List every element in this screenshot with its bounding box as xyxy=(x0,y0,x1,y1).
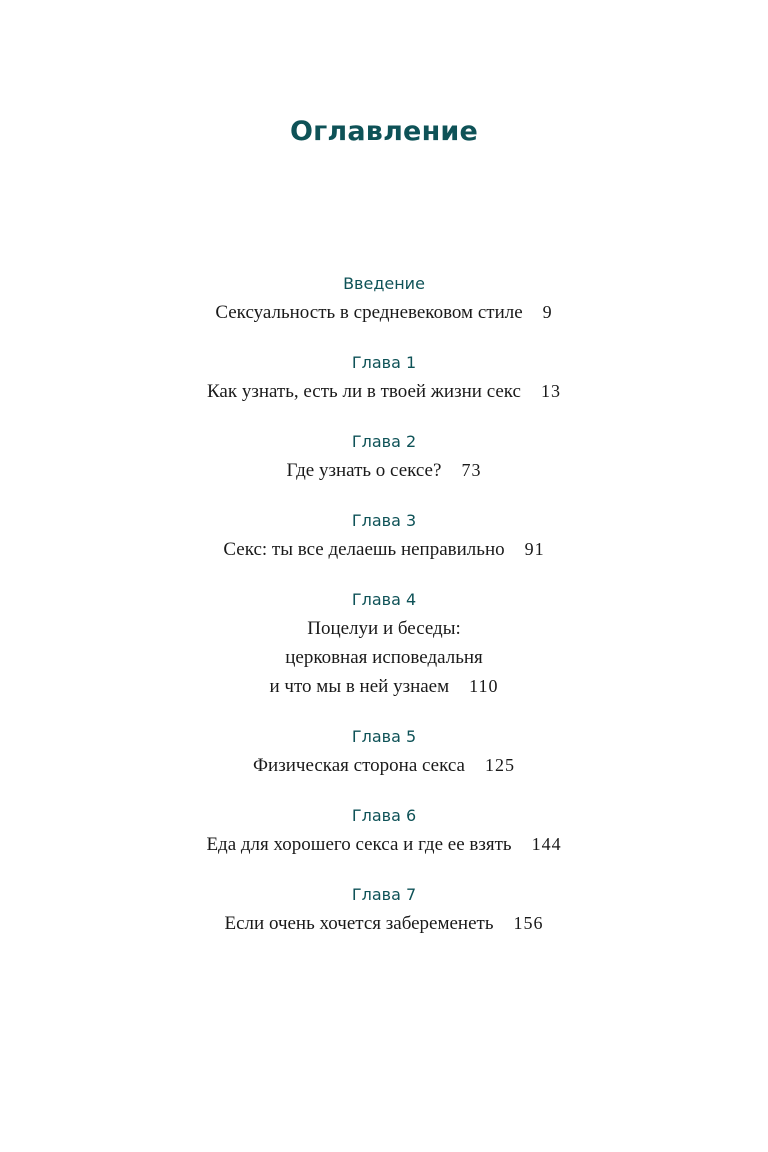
chapter-title-line xyxy=(0,298,768,327)
toc-entry-chapter-7 xyxy=(0,881,768,938)
page-number: 13 xyxy=(541,381,561,401)
chapter-title: Поцелуи и беседы: xyxy=(307,618,461,639)
page-number: 144 xyxy=(531,834,562,854)
chapter-label: Глава 1 xyxy=(351,353,417,372)
page-number: 156 xyxy=(513,913,544,933)
page-number: 110 xyxy=(469,676,499,696)
chapter-title: церковная исповедальня xyxy=(285,647,483,668)
chapter-label: Глава 4 xyxy=(351,590,417,609)
page-title: Оглавление xyxy=(289,116,479,147)
page-number: 9 xyxy=(542,302,553,322)
chapter-title: Если очень хочется забеременеть xyxy=(224,913,494,934)
chapter-title-line xyxy=(0,672,768,701)
toc-entry-chapter-3 xyxy=(0,507,768,564)
page-number: 73 xyxy=(461,460,482,480)
chapter-title: Физическая сторона секса xyxy=(253,755,465,776)
chapter-title-line xyxy=(0,535,768,564)
page-number: 91 xyxy=(524,539,545,559)
chapter-title-line xyxy=(0,643,768,672)
chapter-title: Как узнать, есть ли в твоей жизни секс xyxy=(206,381,521,402)
toc-entry-chapter-6 xyxy=(0,802,768,859)
chapter-title-line xyxy=(0,830,768,859)
chapter-title: Сексуальность в средневековом стиле xyxy=(215,302,523,323)
chapter-title-line xyxy=(0,909,768,938)
toc-entry-chapter-5 xyxy=(0,723,768,780)
chapter-title-line xyxy=(0,377,768,406)
chapter-label: Глава 3 xyxy=(351,511,417,530)
chapter-label: Введение xyxy=(343,274,425,293)
toc-entry-introduction xyxy=(0,270,768,327)
chapter-label: Глава 2 xyxy=(351,432,417,451)
chapter-title: Где узнать о сексе? xyxy=(286,460,442,481)
page-number: 125 xyxy=(484,755,515,775)
toc-entry-chapter-4 xyxy=(0,586,768,701)
chapter-title: и что мы в ней узнаем xyxy=(269,676,450,697)
toc-entry-chapter-2 xyxy=(0,428,768,485)
chapter-title-line xyxy=(0,456,768,485)
table-of-contents xyxy=(0,270,768,960)
chapter-label: Глава 5 xyxy=(351,727,417,746)
chapter-title-line xyxy=(0,751,768,780)
chapter-title: Секс: ты все делаешь неправильно xyxy=(223,539,505,560)
chapter-title: Еда для хорошего секса и где ее взять xyxy=(206,834,512,855)
chapter-title-line xyxy=(0,614,768,643)
chapter-label: Глава 7 xyxy=(351,885,417,904)
toc-entry-chapter-1 xyxy=(0,349,768,406)
chapter-label: Глава 6 xyxy=(351,806,417,825)
